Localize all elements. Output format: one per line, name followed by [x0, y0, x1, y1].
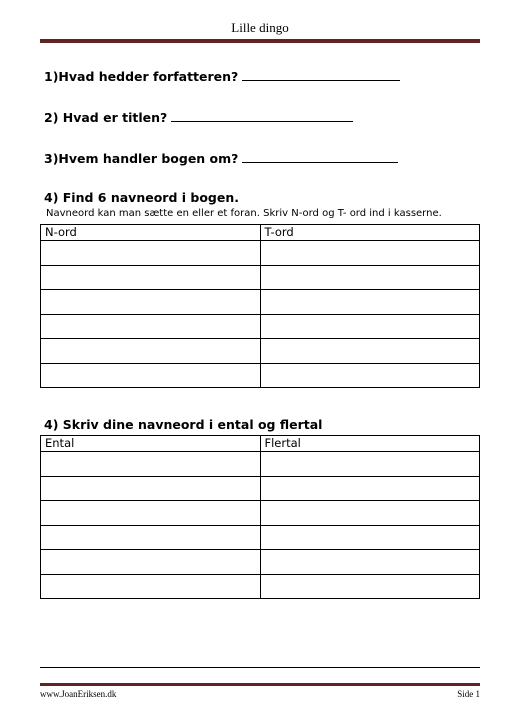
question-subject	[44, 150, 398, 166]
table-header-row	[41, 225, 480, 241]
answer-cell[interactable]	[260, 363, 480, 388]
answer-cell[interactable]	[41, 363, 261, 388]
question-subject-label: 3)Hvem handler bogen om?	[44, 151, 239, 166]
question-title-label: 2) Hvad er titlen?	[44, 110, 168, 125]
footer-rule	[40, 683, 480, 686]
answer-cell[interactable]	[260, 501, 480, 526]
answer-cell[interactable]	[41, 452, 261, 477]
footer-page-number: Side 1	[457, 689, 480, 699]
answer-cell[interactable]	[260, 550, 480, 575]
table-header-row	[41, 436, 480, 452]
table-row	[41, 290, 480, 315]
table-row	[41, 476, 480, 501]
answer-cell[interactable]	[41, 550, 261, 575]
answer-cell[interactable]	[260, 290, 480, 315]
column-header-ental: Ental	[41, 436, 261, 452]
answer-line-author[interactable]	[242, 68, 400, 81]
question-author	[44, 68, 400, 84]
answer-cell[interactable]	[41, 501, 261, 526]
answer-cell[interactable]	[41, 265, 261, 290]
answer-cell[interactable]	[41, 339, 261, 364]
column-header-n-ord: N-ord	[41, 225, 261, 241]
answer-cell[interactable]	[260, 525, 480, 550]
table-ental-flertal	[40, 435, 480, 599]
page-header-title: Lille dingo	[231, 20, 289, 35]
answer-cell[interactable]	[41, 525, 261, 550]
table-row	[41, 339, 480, 364]
footer-rule-thin	[40, 667, 480, 668]
answer-cell[interactable]	[260, 574, 480, 599]
table-row	[41, 525, 480, 550]
question-author-label: 1)Hvad hedder forfatteren?	[44, 69, 239, 84]
question-find-nouns: 4) Find 6 navneord i bogen.	[44, 190, 239, 205]
answer-cell[interactable]	[260, 265, 480, 290]
answer-line-subject[interactable]	[242, 150, 398, 163]
answer-cell[interactable]	[260, 314, 480, 339]
answer-cell[interactable]	[41, 241, 261, 266]
table-row	[41, 501, 480, 526]
answer-cell[interactable]	[260, 476, 480, 501]
instruction-text: Navneord kan man sætte en eller et foran. Skriv N-ord og T- ord ind i kasserne.	[46, 208, 442, 219]
question-title	[44, 109, 353, 125]
table-row	[41, 314, 480, 339]
table-row	[41, 550, 480, 575]
header-rule	[40, 39, 480, 43]
answer-cell[interactable]	[260, 339, 480, 364]
table-row	[41, 574, 480, 599]
answer-cell[interactable]	[41, 314, 261, 339]
answer-cell[interactable]	[41, 290, 261, 315]
table-n-t-ord	[40, 224, 480, 388]
answer-cell[interactable]	[260, 452, 480, 477]
column-header-flertal: Flertal	[260, 436, 480, 452]
answer-line-title[interactable]	[171, 109, 353, 122]
table-row	[41, 241, 480, 266]
table-row	[41, 265, 480, 290]
column-header-t-ord: T-ord	[260, 225, 480, 241]
answer-cell[interactable]	[41, 574, 261, 599]
table-row	[41, 363, 480, 388]
footer-website: www.JoanEriksen.dk	[40, 689, 117, 699]
answer-cell[interactable]	[260, 241, 480, 266]
answer-cell[interactable]	[41, 476, 261, 501]
question-singular-plural: 4) Skriv dine navneord i ental og flertal	[44, 417, 323, 432]
table-row	[41, 452, 480, 477]
